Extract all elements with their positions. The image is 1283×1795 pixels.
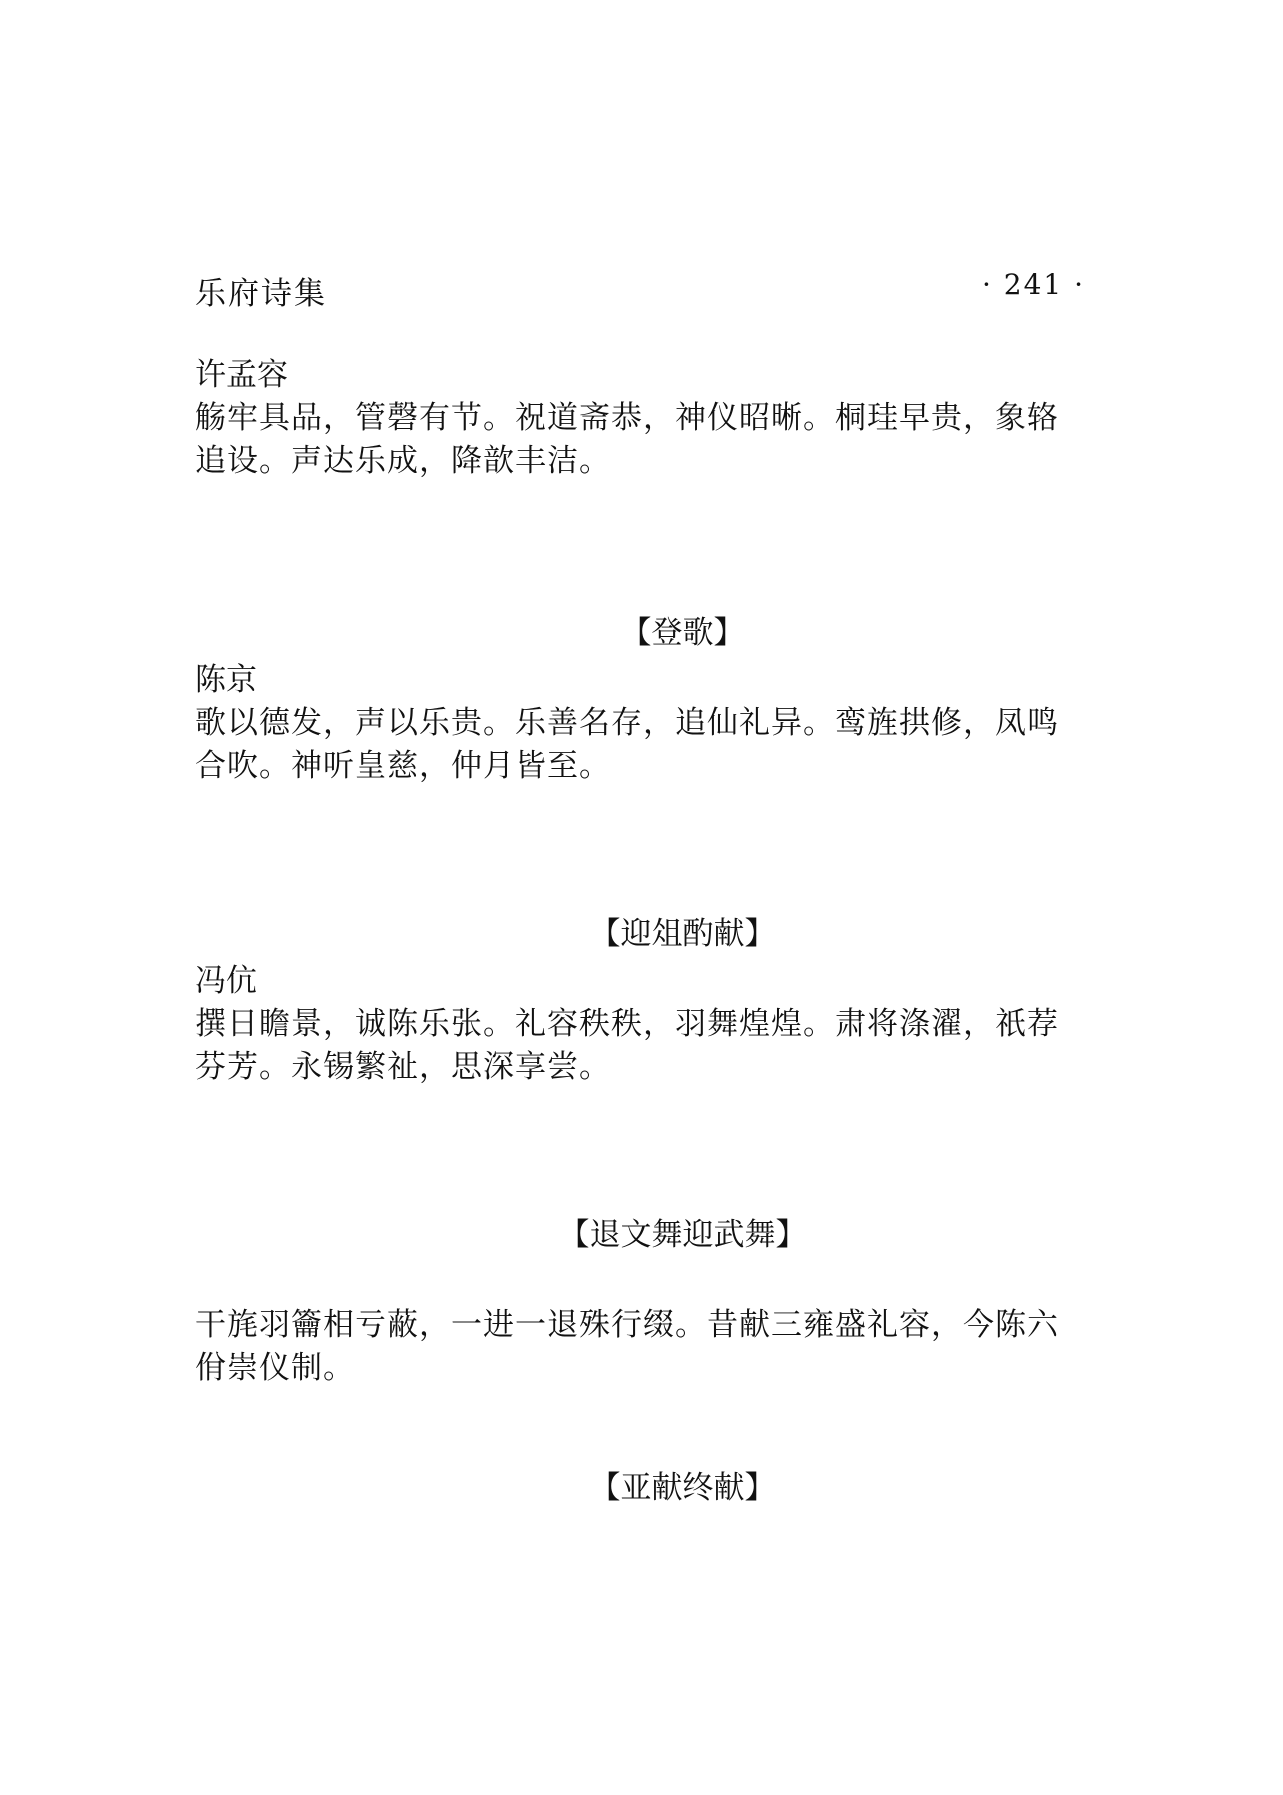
poem-author: 冯伉 xyxy=(195,963,257,999)
poem-text: 觞牢具品，管磬有节。祝道斋恭，神仪昭晰。桐珪早贵，象辂追设。声达乐成，降歆丰洁。 xyxy=(195,400,1059,479)
book-title: 乐府诗集 xyxy=(195,276,327,312)
section-heading: 【迎俎酌献】 xyxy=(589,916,776,952)
page-header xyxy=(195,268,1085,312)
poem-section-1 xyxy=(195,354,1090,483)
blank-author-line xyxy=(195,1261,1090,1304)
page-number: · 241 · xyxy=(981,268,1085,301)
poem-text: 歌以德发，声以乐贵。乐善名存，追仙礼异。鸾旌拱修，凤鸣合吹。神听皇慈，仲月皆至。 xyxy=(195,705,1059,784)
poem-author: 陈京 xyxy=(195,662,257,698)
section-heading: 【退文舞迎武舞】 xyxy=(558,1217,807,1253)
poem-author: 许孟容 xyxy=(195,357,288,393)
poem-section-3 xyxy=(195,914,1090,1089)
poem-section-2 xyxy=(195,613,1090,788)
section-heading: 【亚献终献】 xyxy=(589,1470,776,1506)
poem-section-4 xyxy=(195,1215,1090,1390)
poem-section-5 xyxy=(195,1468,1090,1514)
poem-text: 干旄羽籥相亏蔽，一进一退殊行缀。昔献三雍盛礼容，今陈六佾崇仪制。 xyxy=(195,1307,1059,1386)
poem-text: 撰日瞻景，诚陈乐张。礼容秩秩，羽舞煌煌。肃将涤濯，祇荐芬芳。永锡繁祉，思深享尝。 xyxy=(195,1006,1059,1085)
section-heading: 【登歌】 xyxy=(620,615,745,651)
